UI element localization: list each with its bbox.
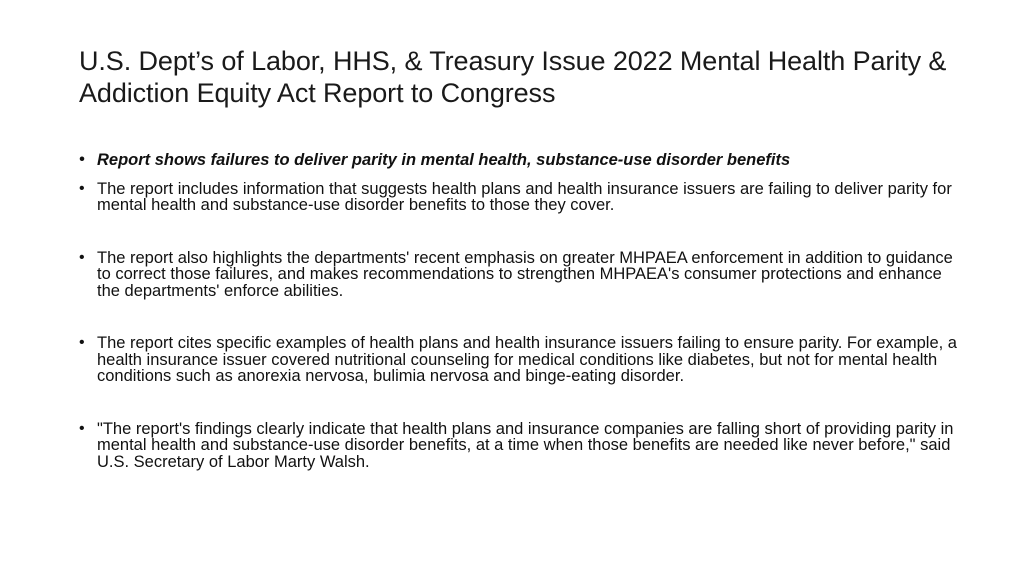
slide-title: U.S. Dept’s of Labor, HHS, & Treasury Issue 2022 Mental Health Parity & Addiction Equity Act Report to Congress [79,46,947,108]
bullet-item [79,181,959,214]
bullet-text: "The report's findings clearly indicate that health plans and insurance companies are falling short of providing parity in mental health and substance-use disorder benefits, at a time when those benefits are needed like never before," said U.S. Secretary of Labor Marty Walsh. [97,419,954,471]
bullet-list [79,152,959,470]
bullet-item-headline [79,152,959,169]
bullet-text: The report cites specific examples of health plans and health insurance issuers failing to ensure parity. For example, a health insurance issuer covered nutritional counseling for medical conditions like diabetes, but not for mental health conditions such as anorexia nervosa, bulimia nervosa and binge-eating disorder. [97,334,957,385]
bullet-text: Report shows failures to deliver parity in mental health, substance-use disorder benefits [97,151,791,169]
bullet-text: The report also highlights the departments' recent emphasis on greater MHPAEA enforcement in addition to guidance to correct those failures, and makes recommendations to strengthen MHPAEA's consumer protections and enhance the departments' enforce abilities. [97,248,953,300]
bullet-dot-icon: • [79,419,85,437]
bullet-dot-icon: • [79,334,85,351]
bullet-dot-icon: • [79,248,85,266]
bullet-dot-icon: • [79,179,85,197]
bullet-text: The report includes information that suggests health plans and health insurance issuers are failing to deliver parity for mental health and substance-use disorder benefits to those they cover. [97,179,952,214]
bullet-item [79,335,959,385]
bullet-item [79,421,959,471]
bullet-dot-icon: • [79,151,85,168]
bullet-item [79,250,959,300]
